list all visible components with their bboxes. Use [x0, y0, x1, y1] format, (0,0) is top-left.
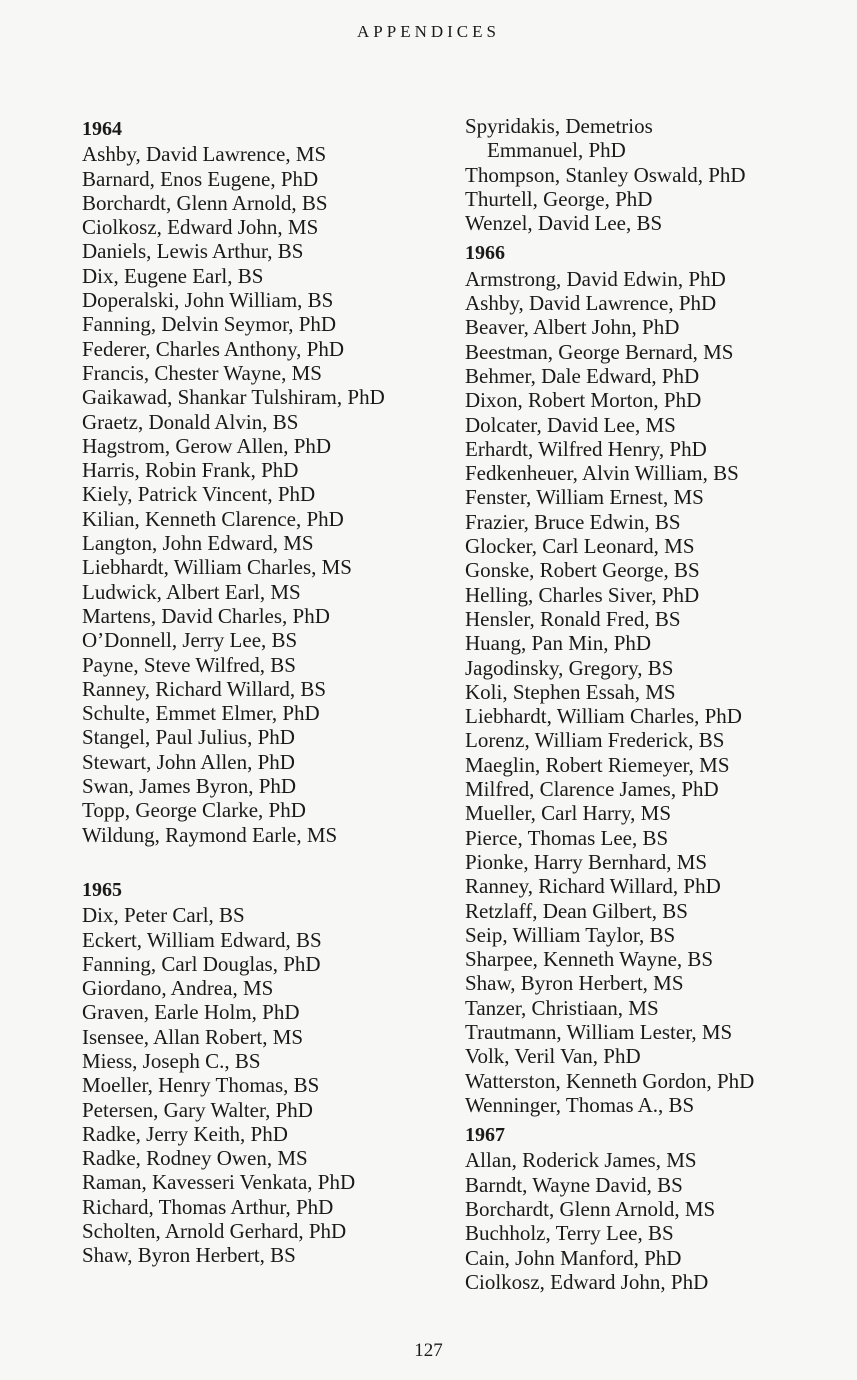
graduate-entry: Wildung, Raymond Earle, MS: [82, 822, 338, 847]
graduate-entry: Beestman, George Bernard, MS: [465, 339, 734, 364]
graduate-entry: Ciolkosz, Edward John, MS: [82, 215, 319, 240]
running-head: APPENDICES: [357, 22, 500, 41]
graduate-entry: Giordano, Andrea, MS: [82, 976, 274, 1001]
year-heading: 1965: [82, 878, 122, 901]
graduate-entry: Fanning, Delvin Seymor, PhD: [82, 312, 337, 337]
graduate-entry: Shaw, Byron Herbert, MS: [465, 971, 684, 996]
graduate-entry: Fanning, Carl Douglas, PhD: [82, 951, 321, 976]
graduate-entry: Volk, Veril Van, PhD: [465, 1044, 641, 1069]
graduate-entry: Mueller, Carl Harry, MS: [465, 801, 672, 826]
graduate-entry-continuation: Emmanuel, PhD: [487, 138, 626, 163]
graduate-entry: Francis, Chester Wayne, MS: [82, 360, 322, 385]
year-section: [465, 241, 835, 1117]
graduate-entry: Allan, Roderick James, MS: [465, 1148, 697, 1173]
graduate-entry: Graetz, Donald Alvin, BS: [82, 409, 299, 434]
page-number: 127: [414, 1340, 443, 1361]
graduate-entry: Moeller, Henry Thomas, BS: [82, 1073, 320, 1098]
graduate-entry: Stangel, Paul Julius, PhD: [82, 725, 295, 750]
graduate-entry: Swan, James Byron, PhD: [82, 774, 297, 799]
graduate-entry: Spyridakis, Demetrios: [465, 114, 653, 138]
graduate-entry: Doperalski, John William, BS: [82, 288, 334, 313]
graduate-entry: Schulte, Emmet Elmer, PhD: [82, 701, 320, 726]
graduate-entry: Gonske, Robert George, BS: [465, 558, 700, 583]
graduate-entry: Hensler, Ronald Fred, BS: [465, 606, 681, 631]
graduate-entry: Thurtell, George, PhD: [465, 186, 653, 211]
graduate-entry: Behmer, Dale Edward, PhD: [465, 363, 700, 388]
graduate-entry: Huang, Pan Min, PhD: [465, 631, 652, 656]
graduate-entry: Gaikawad, Shankar Tulshiram, PhD: [82, 385, 385, 410]
graduate-entry: Daniels, Lewis Arthur, BS: [82, 239, 304, 264]
graduate-entry: Fedkenheuer, Alvin William, BS: [465, 461, 739, 486]
graduate-entry: Borchardt, Glenn Arnold, BS: [82, 190, 328, 215]
graduate-entry: Richard, Thomas Arthur, PhD: [82, 1194, 334, 1219]
graduate-entry: Beaver, Albert John, PhD: [465, 315, 680, 340]
graduate-entry: Erhardt, Wilfred Henry, PhD: [465, 436, 707, 461]
graduate-entry: Barnard, Enos Eugene, PhD: [82, 166, 319, 191]
year-section: [82, 878, 442, 1268]
graduate-entry: Buchholz, Terry Lee, BS: [465, 1221, 674, 1246]
graduate-entry: Raman, Kavesseri Venkata, PhD: [82, 1170, 356, 1195]
graduate-entry: Radke, Rodney Owen, MS: [82, 1146, 308, 1171]
year-section: [465, 1123, 835, 1294]
graduate-entry: Cain, John Manford, PhD: [465, 1245, 682, 1270]
graduate-entry: Kilian, Kenneth Clarence, PhD: [82, 506, 344, 531]
graduate-entry: Liebhardt, William Charles, PhD: [465, 704, 742, 729]
graduate-entry: Wenninger, Thomas A., BS: [465, 1092, 695, 1117]
graduate-entry: Lorenz, William Frederick, BS: [465, 728, 725, 753]
graduate-entry: Fenster, William Ernest, MS: [465, 485, 704, 510]
graduate-entry: Scholten, Arnold Gerhard, PhD: [82, 1219, 347, 1244]
graduate-entry: Wenzel, David Lee, BS: [465, 211, 663, 236]
graduate-entry: Ranney, Richard Willard, BS: [82, 676, 327, 701]
graduate-entry: Radke, Jerry Keith, PhD: [82, 1121, 288, 1146]
graduate-entry: Barndt, Wayne David, BS: [465, 1172, 683, 1197]
graduate-entry: Isensee, Allan Robert, MS: [82, 1024, 304, 1049]
graduate-entry: Hagstrom, Gerow Allen, PhD: [82, 433, 332, 458]
year-heading: 1966: [465, 242, 505, 265]
graduate-entry: Payne, Steve Wilfred, BS: [82, 652, 296, 677]
year-heading: 1964: [82, 118, 122, 140]
graduate-entry: Martens, David Charles, PhD: [82, 603, 330, 628]
graduate-entry: Kiely, Patrick Vincent, PhD: [82, 482, 316, 507]
graduate-entry: Dix, Eugene Earl, BS: [82, 263, 264, 288]
graduate-entry: Armstrong, David Edwin, PhD: [465, 266, 726, 291]
graduate-entry: Maeglin, Robert Riemeyer, MS: [465, 752, 730, 777]
graduate-entry: Tanzer, Christiaan, MS: [465, 995, 659, 1020]
graduate-entry: Stewart, John Allen, PhD: [82, 749, 295, 774]
graduate-entry: O’Donnell, Jerry Lee, BS: [82, 628, 298, 653]
graduate-entry: Dix, Peter Carl, BS: [82, 903, 245, 928]
left-column: [82, 114, 442, 1268]
graduate-entry: Eckert, William Edward, BS: [82, 927, 322, 952]
graduate-entry: Pionke, Harry Bernhard, MS: [465, 849, 708, 874]
graduate-entry: Watterston, Kenneth Gordon, PhD: [465, 1068, 755, 1093]
right-column: [465, 114, 835, 1294]
graduate-entry: Graven, Earle Holm, PhD: [82, 1000, 300, 1025]
graduate-entry: Sharpee, Kenneth Wayne, BS: [465, 947, 714, 972]
graduate-entry: Ciolkosz, Edward John, PhD: [465, 1269, 709, 1294]
graduate-entry: Ashby, David Lawrence, PhD: [465, 291, 717, 316]
graduate-entry: Liebhardt, William Charles, MS: [82, 555, 352, 580]
graduate-entry: Harris, Robin Frank, PhD: [82, 458, 299, 483]
graduate-entry: Trautmann, William Lester, MS: [465, 1019, 733, 1044]
graduate-entry: Topp, George Clarke, PhD: [82, 798, 306, 823]
graduate-entry: Retzlaff, Dean Gilbert, BS: [465, 898, 688, 923]
graduate-entry: Glocker, Carl Leonard, MS: [465, 534, 695, 559]
graduate-entry: Seip, William Taylor, BS: [465, 922, 676, 947]
graduate-entry: Shaw, Byron Herbert, BS: [82, 1243, 296, 1268]
graduate-entry: Jagodinsky, Gregory, BS: [465, 655, 674, 680]
graduate-entry: Koli, Stephen Essah, MS: [465, 679, 676, 704]
graduate-entry: Borchardt, Glenn Arnold, MS: [465, 1197, 716, 1222]
graduate-entry: Dixon, Robert Morton, PhD: [465, 388, 702, 413]
graduate-entry: Ashby, David Lawrence, MS: [82, 142, 327, 167]
graduate-entry: Petersen, Gary Walter, PhD: [82, 1097, 313, 1122]
graduate-entry: Helling, Charles Siver, PhD: [465, 582, 700, 607]
graduate-entry: Langton, John Edward, MS: [82, 531, 314, 556]
graduate-entry: Ludwick, Albert Earl, MS: [82, 579, 301, 604]
graduate-entry: Frazier, Bruce Edwin, BS: [465, 509, 681, 534]
graduate-entry: Pierce, Thomas Lee, BS: [465, 825, 669, 850]
graduate-entry: Dolcater, David Lee, MS: [465, 412, 676, 437]
graduate-entry: Milfred, Clarence James, PhD: [465, 777, 719, 802]
year-section-continued: [465, 114, 835, 235]
graduate-entry: Federer, Charles Anthony, PhD: [82, 336, 345, 361]
graduate-entry: Thompson, Stanley Oswald, PhD: [465, 162, 746, 187]
graduate-entry: Miess, Joseph C., BS: [82, 1048, 261, 1073]
year-section: [82, 117, 442, 847]
graduate-entry: Ranney, Richard Willard, PhD: [465, 874, 721, 899]
year-heading: 1967: [465, 1124, 505, 1147]
